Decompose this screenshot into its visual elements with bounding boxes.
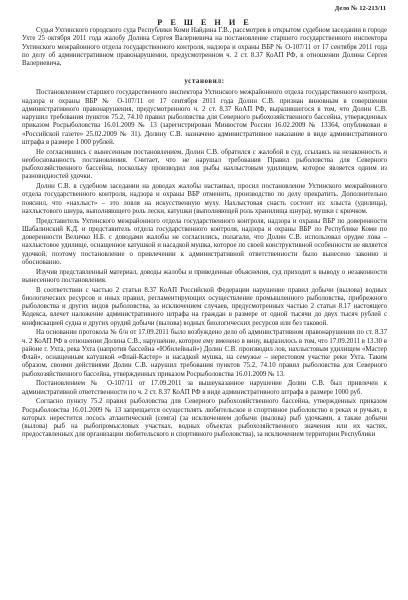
- body-paragraph: В соответствии с частью 2 статьи 8.37 КоАП Российской Федерации нарушение правил добычи (вылова) водных биологических ресурсов и иных правил, регламентирующих осуществление промышленного рыболовства, прибрежного рыболовства и других видов рыболовства, за исключением случаев, предусмотренных частью 2 статьи 8.17 настоящего Кодекса, влечет наложение административного штрафа на граждан в размере от одной тысячи до двух тысяч рублей с конфискацией судна и других орудий добычи (вылова) водных биологических ресурсов или без таковой.: [22, 286, 387, 327]
- body-paragraph: Изучив представленный материал, доводы жалобы и приведенные объяснения, суд приходит к выводу о незаконности вынесенного постановления.: [22, 268, 387, 284]
- established-heading: установил:: [184, 78, 225, 86]
- body-paragraph: Долин С.В. в судебном заседании на доводах жалобы настаивал, просил постановление Ухтинского межрайонного отдела государственного контроля, надзора и охраны ВБР отменить, производство по делу прекратить. Дополнительно пояснил, что «нахлыст» – это ловля на искусственную муху. Нахлыстовая снасть состоит из: хлыста (удилища), нахлыстового шнура, выполняющего роль лески, катушки (выполняющей роль хранилища шнура), мушки с крючком.: [22, 183, 387, 215]
- body-paragraph: Постановлением № О-107/11 от 17.09.2011 за вышеуказанное нарушение Долин С.В. был привлечен к административной ответственности по ч. 2 ст. 8.37 КоАП РФ в виде административного штрафа в размере 1000 руб.: [22, 380, 387, 396]
- body-paragraph: Согласно пункту 75.2 правил рыболовства для Северного рыбохозяйственного бассейна, утвержденных приказом Росрыболовства 16.01.2009 № 13 запрещается осуществлять любительское и спортивное рыболовство в реках и ручьях, в которых нерестится лосось атлантический (семга) (за исключением добычи (вылова) рыб удочками, а также добычи (вылова) рыб на рыбопромысловых участках, водных объектах рыбохозяйственного значения или их частях, предоставленных для организации любительского и спортивного рыболовства), за исключением территории Республики: [22, 398, 387, 439]
- document-title: Р Е Ш Е Н И Е: [157, 18, 252, 27]
- body-paragraph: Постановлением старшего государственного инспектора Ухтинского межрайонного отдела государственного контроля, надзора и охраны ВБР № О-107/11 от 17 сентября 2011 года Долин С.В. признан виновным в совершении административного правонарушения, предусмотренного ч. 2 ст. 8.37 КоАП РФ, выразившегося в том, что Долин С.В. нарушил требования пунктов 75.2, 74.10 правил рыболовства для Северного рыбохозяйственного бассейна, утвержденных приказом Росрыболовства 16.01.2009 № 13 (зарегистрирован Минюстом России 16.02.2009 № 13364, опубликован в «Российской газете» 25.02.2009 № 31). Долину С.В. назначено административное наказание в виде административного штрафа в размере 1 000 рублей.: [22, 89, 387, 146]
- body-paragraph: Представитель Ухтинского межрайонного отдела государственного контроля, надзора и охраны ВБР по доверенности Шабалинский К.Д. и представитель отдела государственного контроля, надзора и охраны ВБР по Республике Коми по доверенности Величко Н.Б. с доводами жалобы не согласились, полагали, что Долин С.В. использовал орудие лова – нахлыстовое удилище, оснащенное катушкой и насадкой мушка, которое по своей конструктивной особенности не является удочкой, поэтому постановление о привлечении к административной ответственности было вынесено законно и обоснованно.: [22, 217, 387, 266]
- case-number: Дело № 12-213/11: [334, 5, 386, 12]
- body-paragraph: Не согласившись с вынесенным постановлением, Долин С.В. обратился с жалобой в суд, ссылаясь на незаконность и необоснованность постановления. Считает, что не нарушал требования Правил рыболовства для Северного рыбохозяйственного бассейна, поскольку производил лов рыбы нахлыстовым удилищем, которое является одним из разновидностей удочки.: [22, 148, 387, 181]
- body-paragraph: На основании протокола № б/н от 17.09.2011 было возбуждено дело об административном правонарушении по ст. 8.37 ч. 2 КоАП РФ в отношении Долина С.В., нарушение, которое ему вменено в вину, выразилось в том, что 17.09.2011 в 13.30 в районе г. Ухта, река Ухта (напротив бассейна «Юбилейный») Долин С.В. производил лов, нахлыстовым удилищем «Мастер Флай», оснащенным катушкой «Флай-Кастер» и насадкой мушка, на семужье – нерестовом участке реки Ухта. Таким образом, своими действиями Долин С.В. нарушил требования пунктов 75.2, 74.10 правил рыболовства для Северного рыбохозяйственного бассейна, утвержденных приказом Росрыболовства 16.01.2009 № 13.: [22, 329, 387, 378]
- intro-paragraph: Судья Ухтинского городского суда Республики Коми Найдина Г.В., рассмотрев в открытом судебном заседании в городе Ухте 25 октября 2011 года жалобу Долина Сергея Валериевича на постановление старшего государственного инспектора Ухтинского межрайонного отдела государственного контроля, надзора и охраны ВБР № О-107/11 от 17 сентября 2011 года по делу об административном правонарушении, предусмотренном ч. 2 ст. 8.37 КоАП РФ, в отношении Долина Сергея Валериевича,: [22, 27, 387, 67]
